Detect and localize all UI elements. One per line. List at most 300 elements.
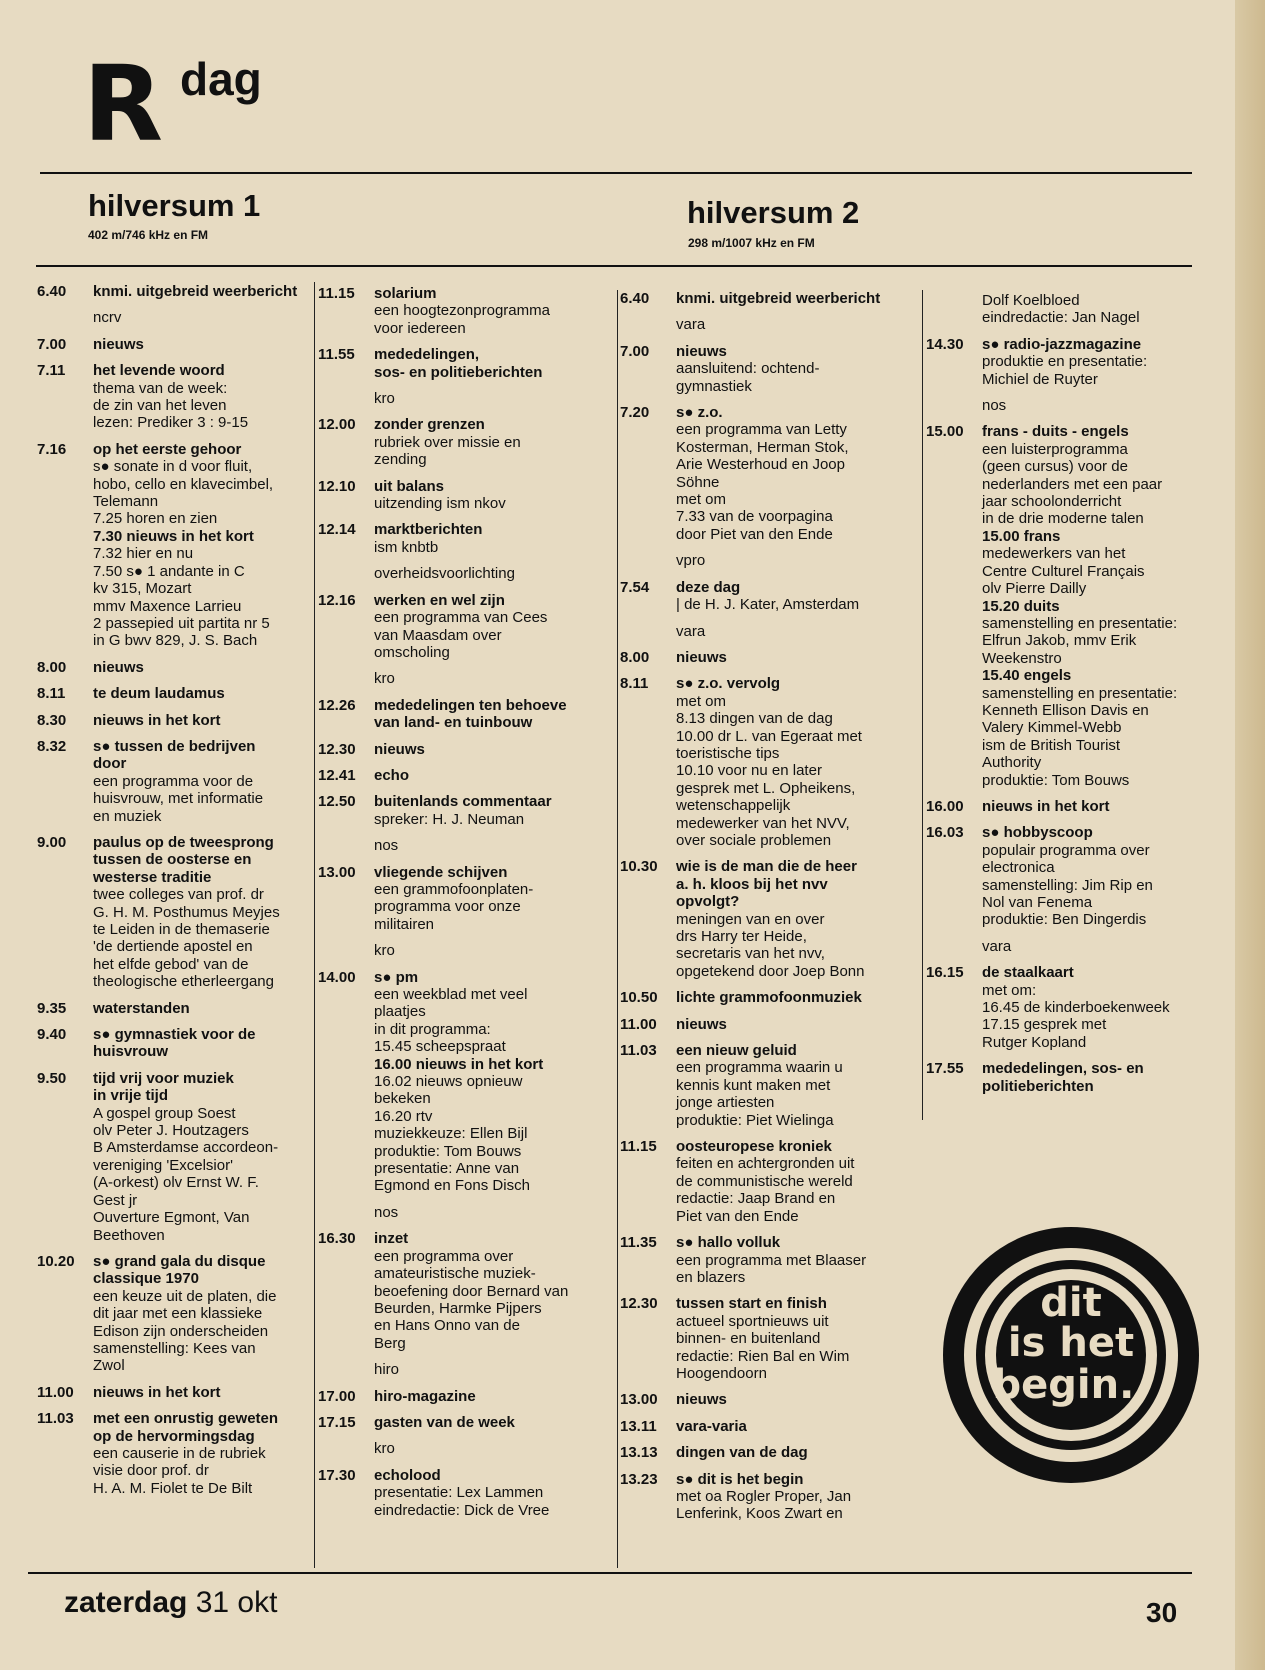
dit-is-het-begin-emblem [938, 1222, 1204, 1488]
program-detail: amateuristische muziek- [374, 1265, 536, 1283]
program-time: 11.00 [620, 1015, 657, 1033]
program-title: s● tussen de bedrijven [93, 737, 256, 755]
program-detail: 7.50 s● 1 andante in C [93, 562, 245, 580]
program-detail: 'de dertiende apostel en [93, 938, 253, 956]
program-time: 12.16 [318, 591, 356, 609]
program-time: 12.10 [318, 477, 356, 495]
station-rule [36, 265, 1192, 267]
footer-date-value: 31 okt [195, 1586, 278, 1619]
program-entry [37, 362, 313, 432]
program-entry [620, 1295, 920, 1382]
program-detail: (A-orkest) olv Ernst W. F. [93, 1174, 259, 1192]
program-time: 8.32 [37, 737, 67, 755]
program-detail: Nol van Fenema [982, 894, 1093, 911]
emblem-text-2: is het [1007, 1320, 1135, 1366]
program-detail: een keuze uit de platen, die [93, 1287, 277, 1305]
logo-dag: dag [180, 53, 262, 105]
program-title: deze dag [676, 578, 741, 596]
column-3 [620, 290, 920, 1532]
program-title: echo [374, 766, 410, 784]
program-entry [620, 1016, 920, 1033]
program-detail: vereniging 'Excelsior' [93, 1156, 233, 1174]
program-time: 9.35 [37, 999, 67, 1017]
column-divider-3 [922, 290, 923, 1120]
program-detail: Lenferink, Koos Zwart en [676, 1505, 843, 1523]
broadcaster-label: vpro [676, 552, 706, 570]
program-time: 7.11 [37, 362, 66, 380]
program-detail: produktie: Ben Dingerdis [982, 911, 1147, 929]
program-entry [37, 283, 313, 300]
program-title: s● radio-jazzmagazine [982, 335, 1142, 353]
program-detail: Arie Westerhoud en Joop [676, 456, 845, 474]
program-detail: door [93, 755, 127, 773]
program-entry [318, 1467, 614, 1519]
program-detail: 16.45 de kinderboekenweek [982, 999, 1170, 1017]
program-time: 12.50 [318, 793, 356, 811]
program-detail: classique 1970 [93, 1270, 199, 1288]
program-detail: medewerker van het NVV, [676, 814, 850, 832]
program-time: 7.00 [620, 342, 650, 360]
program-time: 9.50 [37, 1069, 67, 1087]
program-title: s● dit is het begin [676, 1470, 804, 1488]
program-entry [620, 1418, 920, 1435]
program-entry [37, 1070, 313, 1244]
emblem-text-1: dit [1040, 1280, 1102, 1326]
program-detail: opgetekend door Joep Bonn [676, 962, 865, 980]
program-title: nieuws [676, 648, 727, 666]
broadcaster-label: kro [374, 1440, 395, 1458]
program-time: 15.00 [926, 423, 964, 441]
program-detail: Centre Culturel Français [982, 562, 1145, 580]
program-detail: over sociale problemen [676, 831, 832, 849]
bottom-rule [28, 1572, 1192, 1574]
program-detail: omscholing [374, 643, 450, 661]
program-detail: van Maasdam over [374, 626, 502, 644]
program-detail: redactie: Rien Bal en Wim [676, 1347, 850, 1365]
program-detail: en blazers [676, 1268, 746, 1286]
program-detail: van land- en tuinbouw [374, 714, 533, 732]
program-detail: 7.33 van de voorpagina [676, 508, 833, 526]
program-title: solarium [374, 285, 437, 302]
program-detail: 16.02 nieuws opnieuw [374, 1073, 523, 1091]
program-detail: presentatie: Anne van [374, 1160, 520, 1178]
program-detail: 8.13 dingen van de dag [676, 710, 833, 728]
program-detail: Telemann [93, 493, 159, 511]
program-detail: het elfde gebod' van de [93, 955, 249, 973]
program-detail: 17.15 gesprek met [982, 1016, 1107, 1034]
program-detail: produktie: Tom Bouws [374, 1142, 522, 1160]
program-time: 13.23 [620, 1470, 658, 1488]
program-entry [926, 824, 1202, 928]
emblem-text-3: begin.. [992, 1362, 1150, 1408]
program-detail: opvolgt? [676, 893, 740, 911]
program-time: 17.30 [318, 1466, 356, 1484]
program-detail: Edison zijn onderscheiden [93, 1322, 269, 1340]
program-title: nieuws [676, 342, 727, 360]
program-detail: A gospel group Soest [93, 1104, 236, 1122]
program-detail: rubriek over missie en [374, 433, 521, 451]
program-detail: 16.20 rtv [374, 1107, 433, 1125]
program-detail: in vrije tijd [93, 1087, 169, 1105]
program-detail: huisvrouw [93, 1043, 169, 1061]
program-detail: samenstelling en presentatie: [982, 684, 1178, 702]
program-entry [620, 1444, 920, 1461]
program-entry [926, 423, 1202, 789]
program-time: 12.30 [318, 740, 356, 758]
program-detail: 10.00 dr L. van Egeraat met [676, 727, 862, 745]
program-title: vara-varia [676, 1417, 747, 1435]
program-detail: Elfrun Jakob, mmv Erik [982, 632, 1137, 650]
program-time: 7.16 [37, 440, 67, 458]
program-detail: Rutger Kopland [982, 1033, 1087, 1051]
program-detail: 16.00 nieuws in het kort [374, 1055, 544, 1073]
program-detail: Authority [982, 754, 1042, 772]
program-detail: produktie en presentatie: [982, 353, 1148, 371]
program-detail: een programma van Cees [374, 609, 548, 627]
program-title: nieuws in het kort [93, 1383, 221, 1401]
program-title: vliegende schijven [374, 863, 508, 881]
program-time: 12.26 [318, 696, 356, 714]
page-number: 30 [1146, 1597, 1178, 1628]
program-detail: op de hervormingsdag [93, 1427, 255, 1445]
program-time: 8.11 [37, 685, 66, 703]
program-title: s● grand gala du disque [93, 1252, 266, 1270]
program-detail: een luisterprogramma [982, 440, 1128, 458]
program-title: Dolf Koelbloed [982, 292, 1080, 309]
program-time: 8.00 [37, 658, 67, 676]
program-time: 16.15 [926, 964, 964, 982]
program-time: 6.40 [620, 290, 650, 307]
program-entry [318, 1388, 614, 1405]
program-time: 12.14 [318, 521, 356, 539]
broadcaster-label: kro [374, 670, 395, 688]
program-detail: Michiel de Ruyter [982, 370, 1098, 388]
program-time: 16.30 [318, 1230, 356, 1248]
program-detail: Piet van den Ende [676, 1207, 799, 1225]
program-detail: politieberichten [982, 1077, 1094, 1095]
program-detail: ism de British Tourist [982, 736, 1121, 754]
program-detail: produktie: Tom Bouws [982, 771, 1130, 789]
program-entry [620, 343, 920, 395]
program-detail: uitzending ism nkov [374, 495, 506, 513]
top-rule [40, 172, 1192, 174]
program-time: 10.30 [620, 858, 658, 876]
broadcaster-label: kro [374, 942, 395, 960]
column-divider-1 [314, 282, 315, 1568]
program-detail: 7.25 horen en zien [93, 510, 218, 528]
program-title: mededelingen ten behoeve [374, 696, 567, 714]
program-detail: Beurden, Harmke Pijpers [374, 1299, 542, 1317]
program-detail: populair programma over [982, 841, 1150, 859]
program-title: wie is de man die de heer [676, 858, 857, 876]
program-entry [37, 1026, 313, 1061]
program-detail: programma voor onze [374, 898, 521, 916]
program-detail: drs Harry ter Heide, [676, 928, 807, 945]
program-detail: de communistische wereld [676, 1172, 853, 1190]
program-detail: westerse traditie [93, 868, 212, 886]
program-detail: met om [676, 491, 727, 509]
footer-day: zaterdag [64, 1586, 188, 1619]
program-entry [318, 346, 614, 381]
program-entry [926, 798, 1202, 815]
program-title: s● z.o. [676, 404, 723, 422]
program-title: te deum laudamus [93, 685, 225, 703]
program-detail: wetenschappelijk [676, 797, 791, 815]
program-title: dingen van de dag [676, 1444, 808, 1462]
program-detail: samenstelling: Kees van [93, 1339, 256, 1357]
program-entry [318, 1230, 614, 1352]
program-entry [37, 1253, 313, 1375]
program-detail: mmv Maxence Larrieu [93, 597, 242, 615]
program-detail: met om [676, 692, 727, 710]
program-entry [318, 478, 614, 513]
column-4 [926, 292, 1202, 1104]
program-detail: Beethoven [93, 1226, 165, 1244]
program-title: hiro-magazine [374, 1387, 476, 1405]
program-time: 11.00 [37, 1383, 74, 1401]
program-detail: olv Peter J. Houtzagers [93, 1122, 249, 1140]
program-detail: secretaris van het nvv, [676, 945, 825, 963]
program-detail: kennis kunt maken met [676, 1076, 831, 1094]
program-detail: Berg [374, 1334, 406, 1352]
program-detail: G. H. M. Posthumus Meyjes [93, 903, 280, 921]
program-detail: olv Pierre Dailly [982, 580, 1087, 598]
program-title: buitenlands commentaar [374, 793, 552, 811]
program-title: oosteuropese kroniek [676, 1138, 832, 1156]
program-title: s● hallo volluk [676, 1234, 781, 1252]
program-detail: gymnastiek [676, 377, 752, 395]
program-time: 14.30 [926, 335, 964, 353]
program-detail: redactie: Jaap Brand en [676, 1190, 836, 1208]
program-title: nieuws in het kort [93, 711, 221, 729]
program-title: nieuws in het kort [982, 797, 1110, 815]
program-detail: 2 passepied uit partita nr 5 [93, 614, 270, 632]
program-time: 12.41 [318, 766, 356, 784]
freq-hilversum-1: 402 m/746 kHz en FM [88, 228, 209, 242]
program-time: 17.15 [318, 1413, 356, 1431]
program-time: 9.00 [37, 833, 67, 851]
program-detail: spreker: H. J. Neuman [374, 810, 525, 828]
broadcaster-label: hiro [374, 1361, 400, 1379]
program-title: het levende woord [93, 362, 225, 380]
program-detail: Hoogendoorn [676, 1364, 767, 1382]
program-entry [37, 834, 313, 991]
program-entry [318, 592, 614, 662]
program-title: werken en wel zijn [374, 591, 505, 609]
program-detail: Gest jr [93, 1191, 138, 1209]
program-time: 8.00 [620, 648, 650, 666]
program-detail: medewerkers van het [982, 545, 1126, 563]
program-title: tussen start en finish [676, 1295, 827, 1313]
program-title: met een onrustig geweten [93, 1410, 279, 1428]
program-detail: lezen: Prediker 3 : 9-15 [93, 414, 249, 432]
program-entry [318, 697, 614, 732]
program-time: 11.03 [620, 1042, 657, 1060]
program-detail: meningen van en over [676, 910, 825, 928]
program-time: 17.55 [926, 1060, 964, 1078]
program-detail: presentatie: Lex Lammen [374, 1484, 544, 1502]
program-detail: hobo, cello en klavecimbel, [93, 475, 274, 493]
program-time: 10.20 [37, 1252, 75, 1270]
program-title: nieuws [93, 335, 144, 353]
program-detail: kv 315, Mozart [93, 580, 192, 598]
program-title: nieuws [374, 740, 425, 758]
broadcaster-label: overheidsvoorlichting [374, 565, 515, 583]
program-detail: 15.45 scheepspraat [374, 1038, 506, 1056]
program-entry [318, 521, 614, 556]
broadcaster-label: vara [982, 937, 1012, 955]
program-detail: een programma met Blaaser [676, 1251, 867, 1269]
program-entry [620, 649, 920, 666]
broadcaster-label: vara [676, 622, 706, 640]
program-title: de staalkaart [982, 964, 1074, 982]
program-entry [37, 1384, 313, 1401]
program-detail: eindredactie: Jan Nagel [982, 309, 1140, 327]
program-entry [37, 738, 313, 825]
program-entry [37, 659, 313, 676]
program-entry [620, 858, 920, 980]
program-detail: huisvrouw, met informatie [93, 790, 264, 808]
program-title: knmi. uitgebreid weerbericht [676, 290, 881, 307]
program-detail: Weekenstro [982, 649, 1062, 667]
page-spine [1235, 0, 1265, 1670]
program-detail: militairen [374, 915, 435, 933]
program-entry [620, 1234, 920, 1286]
program-detail: Kenneth Ellison Davis en [982, 701, 1149, 719]
program-detail: produktie: Piet Wielinga [676, 1111, 834, 1129]
program-title: knmi. uitgebreid weerbericht [93, 283, 298, 300]
broadcaster-label: nos [374, 837, 399, 855]
program-title: inzet [374, 1230, 409, 1248]
program-detail: bekeken [374, 1090, 431, 1108]
program-detail: in dit programma: [374, 1020, 491, 1038]
program-detail: muziekkeuze: Ellen Bijl [374, 1125, 528, 1143]
freq-hilversum-2: 298 m/1007 kHz en FM [688, 236, 815, 250]
broadcaster-label: nos [982, 397, 1007, 415]
program-entry [620, 290, 920, 307]
program-detail: thema van de week: [93, 379, 228, 397]
program-time: 16.00 [926, 797, 964, 815]
program-detail: actueel sportnieuws uit [676, 1312, 829, 1330]
program-entry [37, 336, 313, 353]
program-detail: twee colleges van prof. dr [93, 886, 264, 904]
program-detail: een hoogtezonprogramma [374, 302, 550, 320]
program-detail: 7.30 nieuws in het kort [93, 527, 254, 545]
program-detail: | de H. J. Kater, Amsterdam [676, 596, 860, 614]
program-title: op het eerste gehoor [93, 440, 242, 458]
broadcaster-label: nos [374, 1203, 399, 1221]
station-hilversum-1: hilversum 1 [88, 188, 261, 223]
program-detail: 15.40 engels [982, 667, 1072, 685]
program-time: 12.30 [620, 1295, 658, 1313]
station-hilversum-2: hilversum 2 [687, 195, 860, 230]
program-entry [318, 969, 614, 1195]
program-detail: aansluitend: ochtend- [676, 360, 820, 378]
program-entry [926, 964, 1202, 1051]
program-entry [620, 675, 920, 849]
program-detail: 10.10 voor nu en later [676, 762, 822, 780]
program-detail: plaatjes [374, 1003, 426, 1021]
program-detail: tussen de oosterse en [93, 851, 252, 869]
program-time: 11.03 [37, 1410, 74, 1428]
program-title: mededelingen, sos- en [982, 1060, 1144, 1078]
program-time: 9.40 [37, 1026, 67, 1044]
program-title: nieuws [676, 1391, 727, 1409]
program-entry [620, 1042, 920, 1129]
program-detail: Kosterman, Herman Stok, [676, 438, 849, 456]
program-title: s● pm [374, 968, 419, 986]
program-title: paulus op de tweesprong [93, 833, 274, 851]
program-detail: door Piet van den Ende [676, 525, 833, 543]
program-entry [318, 793, 614, 828]
program-detail: een programma van Letty [676, 421, 847, 439]
program-detail: met oa Rogler Proper, Jan [676, 1487, 852, 1505]
program-detail: in G bwv 829, J. S. Bach [93, 632, 258, 650]
program-entry [620, 1138, 920, 1225]
broadcaster-label: kro [374, 390, 395, 408]
program-detail: samenstelling en presentatie: [982, 614, 1178, 632]
program-time: 8.30 [37, 711, 67, 729]
program-time: 13.13 [620, 1444, 658, 1462]
footer-date [64, 1588, 277, 1618]
program-entry [37, 685, 313, 702]
program-detail: Valery Kimmel-Webb [982, 719, 1122, 737]
program-time: 11.15 [318, 285, 355, 302]
program-entry [926, 292, 1202, 327]
program-time: 7.20 [620, 404, 650, 422]
program-time: 8.11 [620, 675, 649, 693]
column-divider-2 [617, 290, 618, 1568]
program-detail: Zwol [93, 1357, 125, 1375]
program-time: 7.00 [37, 335, 67, 353]
program-entry [37, 441, 313, 650]
program-detail: samenstelling: Jim Rip en [982, 876, 1153, 894]
program-detail: in de drie moderne talen [982, 510, 1144, 528]
program-entry [318, 767, 614, 784]
program-entry [37, 1410, 313, 1497]
program-detail: dit jaar met een klassieke [93, 1305, 263, 1323]
program-title: een nieuw geluid [676, 1042, 797, 1060]
program-title: nieuws [93, 658, 144, 676]
program-title: marktberichten [374, 521, 483, 539]
program-title: s● z.o. vervolg [676, 675, 781, 693]
program-entry [620, 1391, 920, 1408]
program-time: 13.00 [318, 863, 356, 881]
program-detail: s● sonate in d voor fluit, [93, 458, 253, 476]
program-detail: zending [374, 451, 427, 469]
program-detail: beoefening door Bernard van [374, 1282, 569, 1300]
program-detail: ism knbtb [374, 538, 439, 556]
program-entry [318, 416, 614, 468]
program-detail: sos- en politieberichten [374, 363, 543, 381]
program-detail: een grammofoonplaten- [374, 880, 534, 898]
program-entry [926, 1060, 1202, 1095]
program-entry [318, 741, 614, 758]
broadcaster-label: vara [676, 316, 706, 334]
program-entry [926, 336, 1202, 388]
program-entry [37, 712, 313, 729]
program-detail: Ouverture Egmont, Van [93, 1209, 250, 1227]
program-detail: feiten en achtergronden uit [676, 1155, 855, 1173]
program-detail: Söhne [676, 473, 720, 491]
column-2 [318, 285, 614, 1528]
program-detail: en muziek [93, 807, 162, 825]
program-title: nieuws [676, 1015, 727, 1033]
program-title: uit balans [374, 477, 445, 495]
program-time: 7.54 [620, 578, 650, 596]
program-time: 13.11 [620, 1417, 657, 1435]
program-detail: 15.00 frans [982, 527, 1061, 545]
